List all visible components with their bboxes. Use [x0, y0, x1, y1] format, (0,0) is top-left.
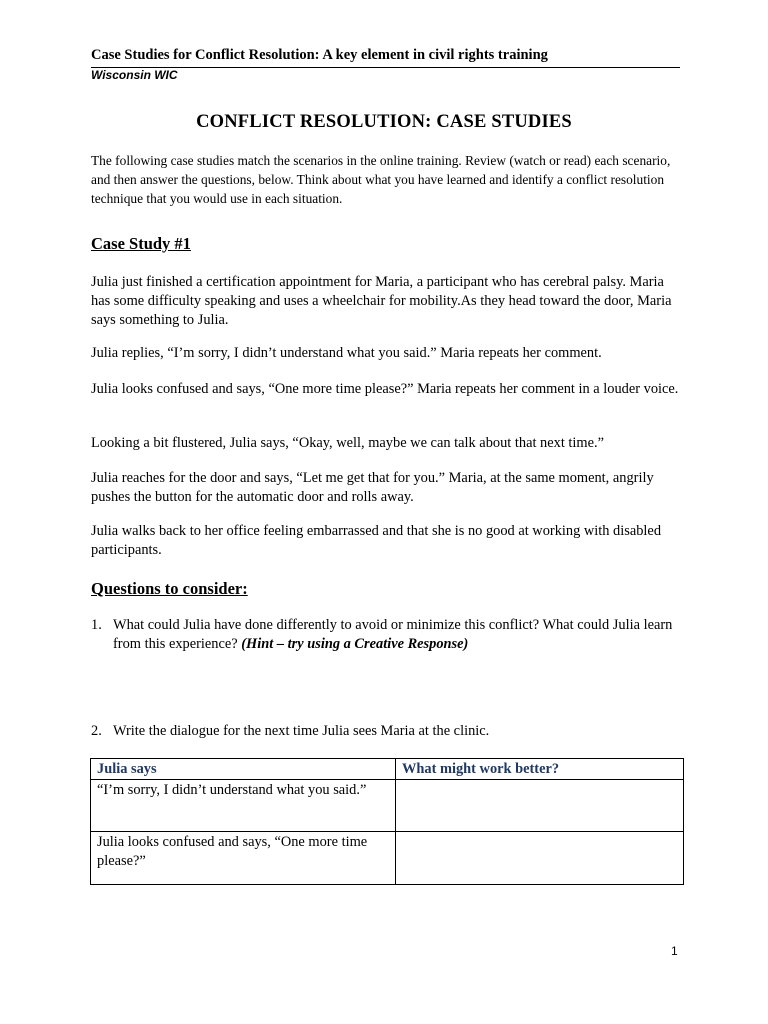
- table-cell-julia-says: Julia looks confused and says, “One more time please?”: [91, 831, 396, 884]
- question-2-number: 2.: [91, 723, 102, 739]
- case-study-heading: Case Study #1: [91, 234, 191, 253]
- question-1-text-block: [113, 616, 688, 654]
- page-number: 1: [671, 944, 678, 958]
- question-1-hint: (Hint – try using a Creative Response): [241, 635, 469, 652]
- intro-paragraph: The following case studies match the scenarios in the online training. Review (watch or read) each scenario, and then answer the questions, below. Think about what you have learned and identify a conflict resolution technique that you would use in each situation.: [91, 153, 671, 207]
- table-row: [91, 831, 684, 884]
- case-paragraph-1: Julia just finished a certification appointment for Maria, a participant who has cerebral palsy. Maria has some difficulty speaking and uses a wheelchair for mobility.As they head toward the door, Maria says something to Julia.: [91, 274, 672, 328]
- table-row: [91, 779, 684, 831]
- question-1-number: 1.: [91, 617, 102, 633]
- questions-heading: Questions to consider:: [91, 579, 248, 598]
- table-cell-julia-says: “I’m sorry, I didn’t understand what you said.”: [91, 779, 396, 831]
- document-title: CONFLICT RESOLUTION: CASE STUDIES: [196, 112, 572, 132]
- case-paragraph-6: Julia walks back to her office feeling embarrassed and that she is no good at working with disabled participants.: [91, 523, 662, 558]
- question-1-text: What could Julia have done differently to avoid or minimize this conflict? What could Julia learn from this experience?: [113, 617, 673, 652]
- question-2-text: Write the dialogue for the next time Julia sees Maria at the clinic.: [113, 723, 490, 739]
- case-paragraph-4: Looking a bit flustered, Julia says, “Okay, well, maybe we can talk about that next time.”: [91, 435, 604, 451]
- running-header-title: Case Studies for Conflict Resolution: A key element in civil rights training: [91, 47, 548, 63]
- case-paragraph-5: Julia reaches for the door and says, “Let me get that for you.” Maria, at the same moment, angrily pushes the button for the automatic door and rolls away.: [91, 470, 654, 505]
- table-cell-response[interactable]: [396, 779, 684, 831]
- running-header-subtitle: Wisconsin WIC: [91, 68, 178, 82]
- header-divider: [91, 67, 680, 68]
- case-paragraph-2: Julia replies, “I’m sorry, I didn’t understand what you said.” Maria repeats her comment.: [91, 345, 602, 361]
- column-header-what-might-work-better: What might work better?: [396, 759, 684, 780]
- case-paragraph-3: Julia looks confused and says, “One more time please?” Maria repeats her comment in a louder voice.: [91, 381, 679, 397]
- column-header-julia-says: Julia says: [91, 759, 396, 780]
- dialogue-table: [90, 758, 684, 885]
- table-cell-response[interactable]: [396, 831, 684, 884]
- table-header-row: [91, 759, 684, 780]
